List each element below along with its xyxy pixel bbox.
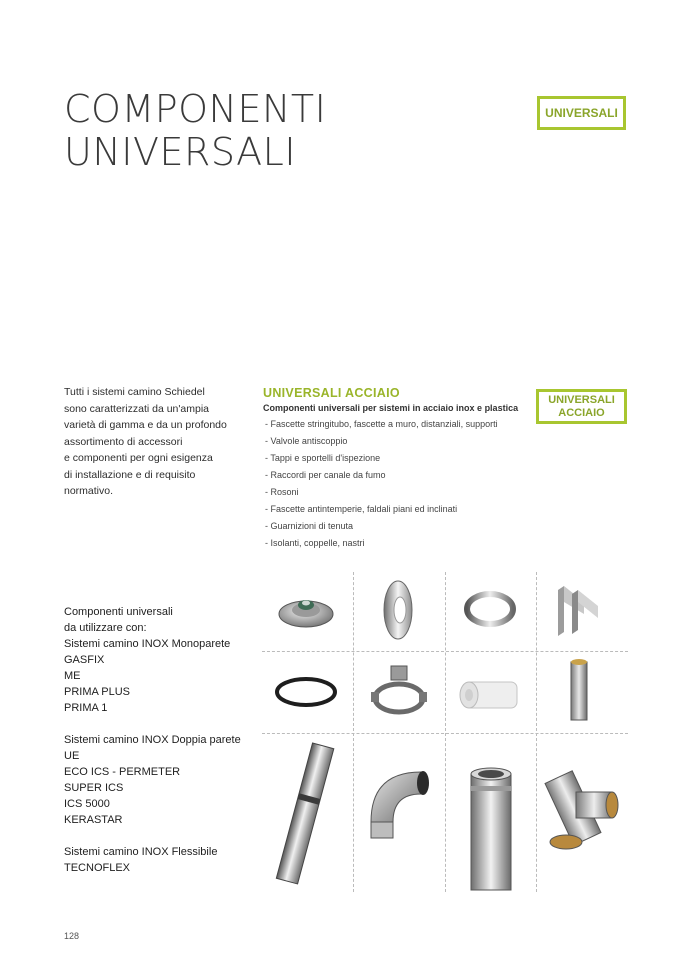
section-header bbox=[263, 386, 533, 414]
page-title bbox=[64, 88, 326, 174]
system-item: ME bbox=[64, 670, 81, 682]
rosette-image bbox=[353, 572, 444, 651]
list-item: - Rosoni bbox=[265, 487, 299, 497]
system-item: GASFIX bbox=[64, 654, 105, 666]
system-item: ICS 5000 bbox=[64, 798, 110, 810]
section-badge-line-1: UNIVERSALI bbox=[548, 394, 615, 406]
system-item: UE bbox=[64, 750, 80, 762]
section-title: UNIVERSALI ACCIAIO bbox=[263, 386, 400, 400]
intro-line: di installazione e di requisito bbox=[64, 468, 196, 481]
list-item: - Fascette antintemperie, faldali piani ed inclinati bbox=[265, 504, 458, 514]
system-group-title: Sistemi camino INOX Monoparete bbox=[64, 638, 231, 650]
system-item: PRIMA PLUS bbox=[64, 686, 131, 698]
section-badge-line-2: ACCIAIO bbox=[558, 407, 605, 419]
insulated-pipe-image bbox=[536, 652, 627, 733]
ring-collar-image bbox=[445, 572, 536, 651]
system-group-title: Sistemi camino INOX Doppia parete bbox=[64, 734, 241, 746]
insulation-roll-image bbox=[445, 652, 536, 733]
tee-fitting-image bbox=[536, 734, 627, 892]
page-number: 128 bbox=[64, 931, 80, 941]
explosion-valve-image bbox=[262, 572, 353, 651]
list-item: - Fascette stringitubo, fascette a muro, distanziali, supporti bbox=[265, 419, 498, 429]
component-list bbox=[265, 416, 498, 552]
system-item: ECO ICS - PERMETER bbox=[64, 766, 181, 778]
page-title-line-2: UNIVERSALI bbox=[64, 130, 297, 174]
intro-line: varietà di gamma e da un profondo bbox=[64, 419, 227, 431]
intro-line: e componenti per ogni esigenza bbox=[64, 452, 213, 464]
list-item: - Valvole antiscoppio bbox=[265, 436, 348, 446]
system-group-title: Sistemi camino INOX Flessibile bbox=[64, 846, 218, 858]
section-badge bbox=[536, 389, 627, 424]
product-image-grid bbox=[262, 572, 628, 892]
intro-line: sono caratterizzati da un'ampia bbox=[64, 402, 210, 415]
double-wall-pipe-image bbox=[262, 734, 353, 892]
list-item: - Isolanti, coppelle, nastri bbox=[265, 538, 365, 548]
wall-bracket-image bbox=[536, 572, 627, 651]
section-subtitle: Componenti universali per sistemi in acciaio inox e plastica bbox=[263, 403, 519, 413]
usage-intro: da utilizzare con: bbox=[64, 622, 147, 634]
system-item: SUPER ICS bbox=[64, 782, 124, 794]
intro-line: normativo. bbox=[64, 485, 114, 497]
category-badge: UNIVERSALI bbox=[537, 96, 626, 130]
elbow-90-image bbox=[353, 734, 444, 892]
compatible-systems bbox=[64, 604, 264, 876]
straight-pipe-image bbox=[445, 734, 536, 892]
intro-paragraph bbox=[64, 384, 249, 500]
system-item: PRIMA 1 bbox=[64, 702, 108, 714]
usage-intro: Componenti universali bbox=[64, 606, 173, 618]
system-item: KERASTAR bbox=[64, 814, 123, 826]
list-item: - Raccordi per canale da fumo bbox=[265, 470, 386, 480]
list-item: - Guarnizioni di tenuta bbox=[265, 521, 354, 531]
intro-line: assortimento di accessori bbox=[64, 435, 183, 448]
list-item: - Tappi e sportelli d'ispezione bbox=[265, 453, 381, 463]
system-item: TECNOFLEX bbox=[64, 862, 131, 874]
pipe-clamp-image bbox=[353, 652, 444, 733]
intro-line: Tutti i sistemi camino Schiedel bbox=[64, 386, 205, 398]
gasket-image bbox=[262, 652, 353, 733]
page-title-line-1: COMPONENTI bbox=[64, 87, 327, 131]
